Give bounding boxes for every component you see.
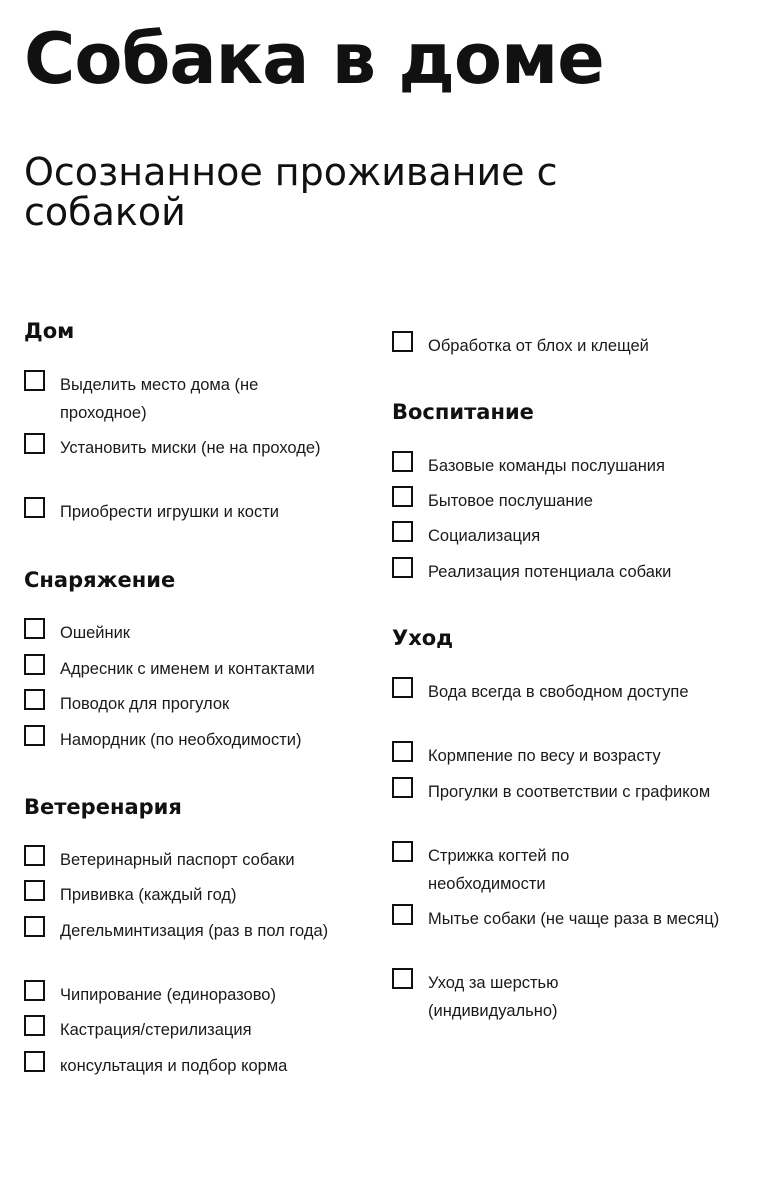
checkbox[interactable] bbox=[392, 741, 413, 762]
checklist-item-label: Адресник с именем и контактами bbox=[60, 660, 315, 678]
checkbox[interactable] bbox=[24, 433, 45, 454]
checkbox[interactable] bbox=[392, 777, 413, 798]
checkbox[interactable] bbox=[24, 370, 45, 391]
checklist-item-label: Бытовое послушание bbox=[428, 492, 593, 510]
checklist-item-label: Обработка от блох и клещей bbox=[428, 337, 649, 355]
checklist-item-label: Вода всегда в свободном доступе bbox=[428, 683, 689, 701]
checklist-item-label: Установить миски (не на проходе) bbox=[60, 439, 321, 457]
checklist-item-label: Мытье собаки (не чаще раза в месяц) bbox=[428, 910, 720, 928]
section-title-training: Воспитание bbox=[392, 400, 534, 424]
section-title-care: Уход bbox=[392, 626, 454, 650]
checklist-item-label: Выделить место дома (не проходное) bbox=[60, 376, 259, 422]
section-title-vet: Ветеренария bbox=[24, 795, 182, 819]
checkbox[interactable] bbox=[392, 557, 413, 578]
checkbox[interactable] bbox=[24, 1051, 45, 1072]
checkbox[interactable] bbox=[392, 968, 413, 989]
checklist-item-label: Уход за шерстью (индивидуально) bbox=[428, 974, 559, 1020]
checkbox[interactable] bbox=[392, 841, 413, 862]
section-title-home: Дом bbox=[24, 319, 75, 343]
checklist-item-label: Намордник (по необходимости) bbox=[60, 731, 302, 749]
checkbox[interactable] bbox=[24, 880, 45, 901]
checkbox[interactable] bbox=[24, 916, 45, 937]
checklist-item-label: Стрижка когтей по необходимости bbox=[428, 847, 570, 893]
checklist-item-label: Прогулки в соответствии с графиком bbox=[428, 783, 711, 801]
checklist-item-label: Поводок для прогулок bbox=[60, 695, 230, 713]
checkbox[interactable] bbox=[24, 1015, 45, 1036]
checkbox[interactable] bbox=[392, 904, 413, 925]
checkbox[interactable] bbox=[24, 497, 45, 518]
checkbox[interactable] bbox=[392, 331, 413, 352]
checkbox[interactable] bbox=[24, 725, 45, 746]
checkbox[interactable] bbox=[392, 521, 413, 542]
checklist-item-label: Кормпение по весу и возрасту bbox=[428, 747, 661, 765]
checklist-item-label: Приобрести игрушки и кости bbox=[60, 503, 279, 521]
checklist-item-label: Прививка (каждый год) bbox=[60, 886, 237, 904]
page-subtitle: Осознанное проживание с собакой bbox=[24, 150, 558, 234]
checklist-item-label: Ветеринарный паспорт собаки bbox=[60, 851, 295, 869]
page-title: Собака в доме bbox=[24, 18, 604, 100]
checkbox[interactable] bbox=[392, 451, 413, 472]
checklist-item-label: Реализация потенциала собаки bbox=[428, 563, 672, 581]
checklist-item-label: консультация и подбор корма bbox=[60, 1057, 288, 1075]
checkbox[interactable] bbox=[24, 980, 45, 1001]
section-title-gear: Снаряжение bbox=[24, 568, 176, 592]
checklist-item-label: Кастрация/стерилизация bbox=[60, 1021, 252, 1039]
checklist-item-label: Чипирование (единоразово) bbox=[60, 986, 276, 1004]
checklist-item-label: Социализация bbox=[428, 527, 541, 545]
checklist-item-label: Базовые команды послушания bbox=[428, 457, 665, 475]
checkbox[interactable] bbox=[392, 677, 413, 698]
checkbox[interactable] bbox=[392, 486, 413, 507]
checkbox[interactable] bbox=[24, 845, 45, 866]
checklist-item-label: Дегельминтизация (раз в пол года) bbox=[60, 922, 329, 940]
checkbox[interactable] bbox=[24, 654, 45, 675]
checklist-item-label: Ошейник bbox=[60, 624, 131, 642]
checkbox[interactable] bbox=[24, 689, 45, 710]
checkbox[interactable] bbox=[24, 618, 45, 639]
